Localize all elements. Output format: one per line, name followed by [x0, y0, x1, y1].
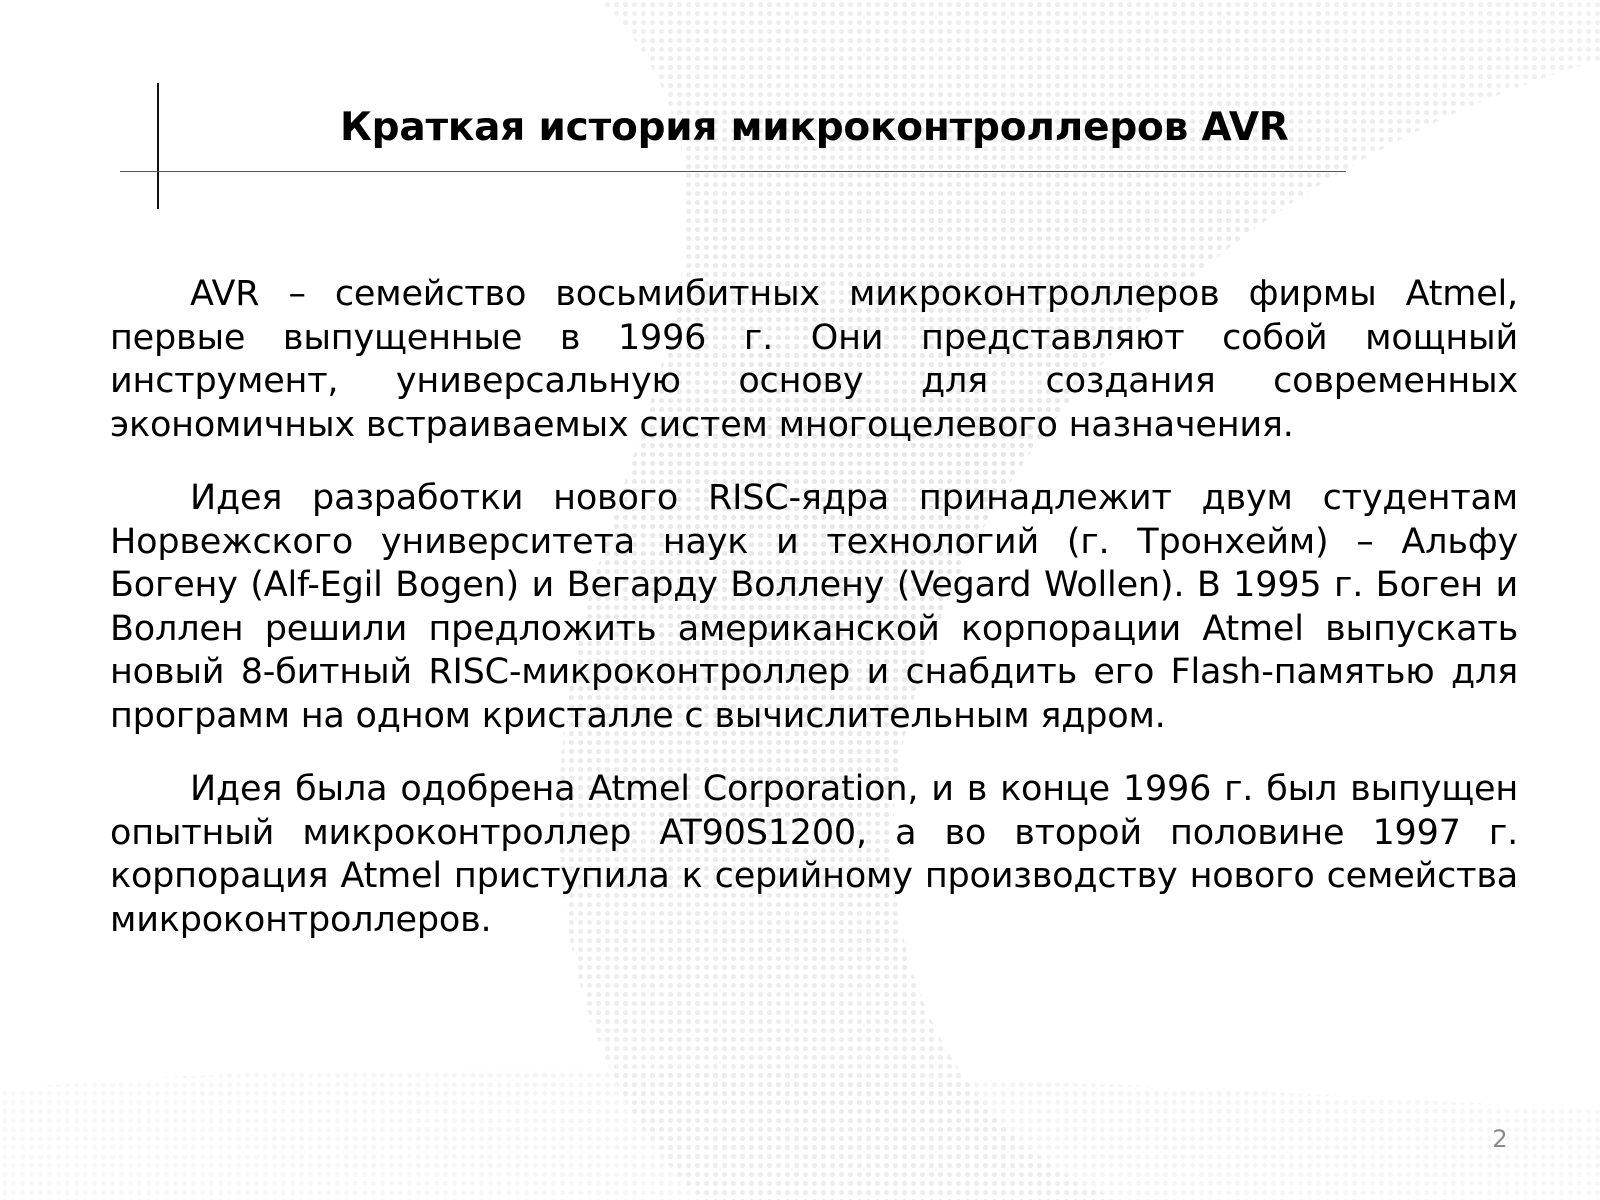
paragraph-2: Идея разработки нового RISC-ядра принадлежит двум студентам Норвежского университета наук и технологий (г. Тронхейм) – Альфу Богену (Alf-Egil Bogen) и Вегарду Воллену (Vegard Wollen). В 1995 г. Боген и Воллен решили предложить американской корпорации Atmel выпускать новый 8-битный RISC-микроконтроллер и снабдить его Flash-памятью для программ на одном кристалле с вычислительным ядром.: [110, 478, 1518, 736]
title-underline: [120, 171, 1346, 172]
paragraph-1: AVR – семейство восьмибитных микроконтроллеров фирмы Atmel, первые выпущенные в 1996 г. Они представляют собой мощный инструмент, универсальную основу для создания современных экономичных встраиваемых систем многоцелевого назначения.: [110, 274, 1518, 445]
page-number: 2: [1492, 1125, 1508, 1153]
paragraph-3: Идея была одобрена Atmel Corporation, и в конце 1996 г. был выпущен опытный микроконтроллер AT90S1200, а во второй половине 1997 г. корпорация Atmel приступила к серийному производству нового семейства микроконтроллеров.: [110, 769, 1518, 940]
title-vertical-line: [157, 83, 159, 209]
slide-body: [110, 273, 1518, 972]
slide-title: Краткая история микроконтроллеров AVR: [340, 105, 1289, 150]
